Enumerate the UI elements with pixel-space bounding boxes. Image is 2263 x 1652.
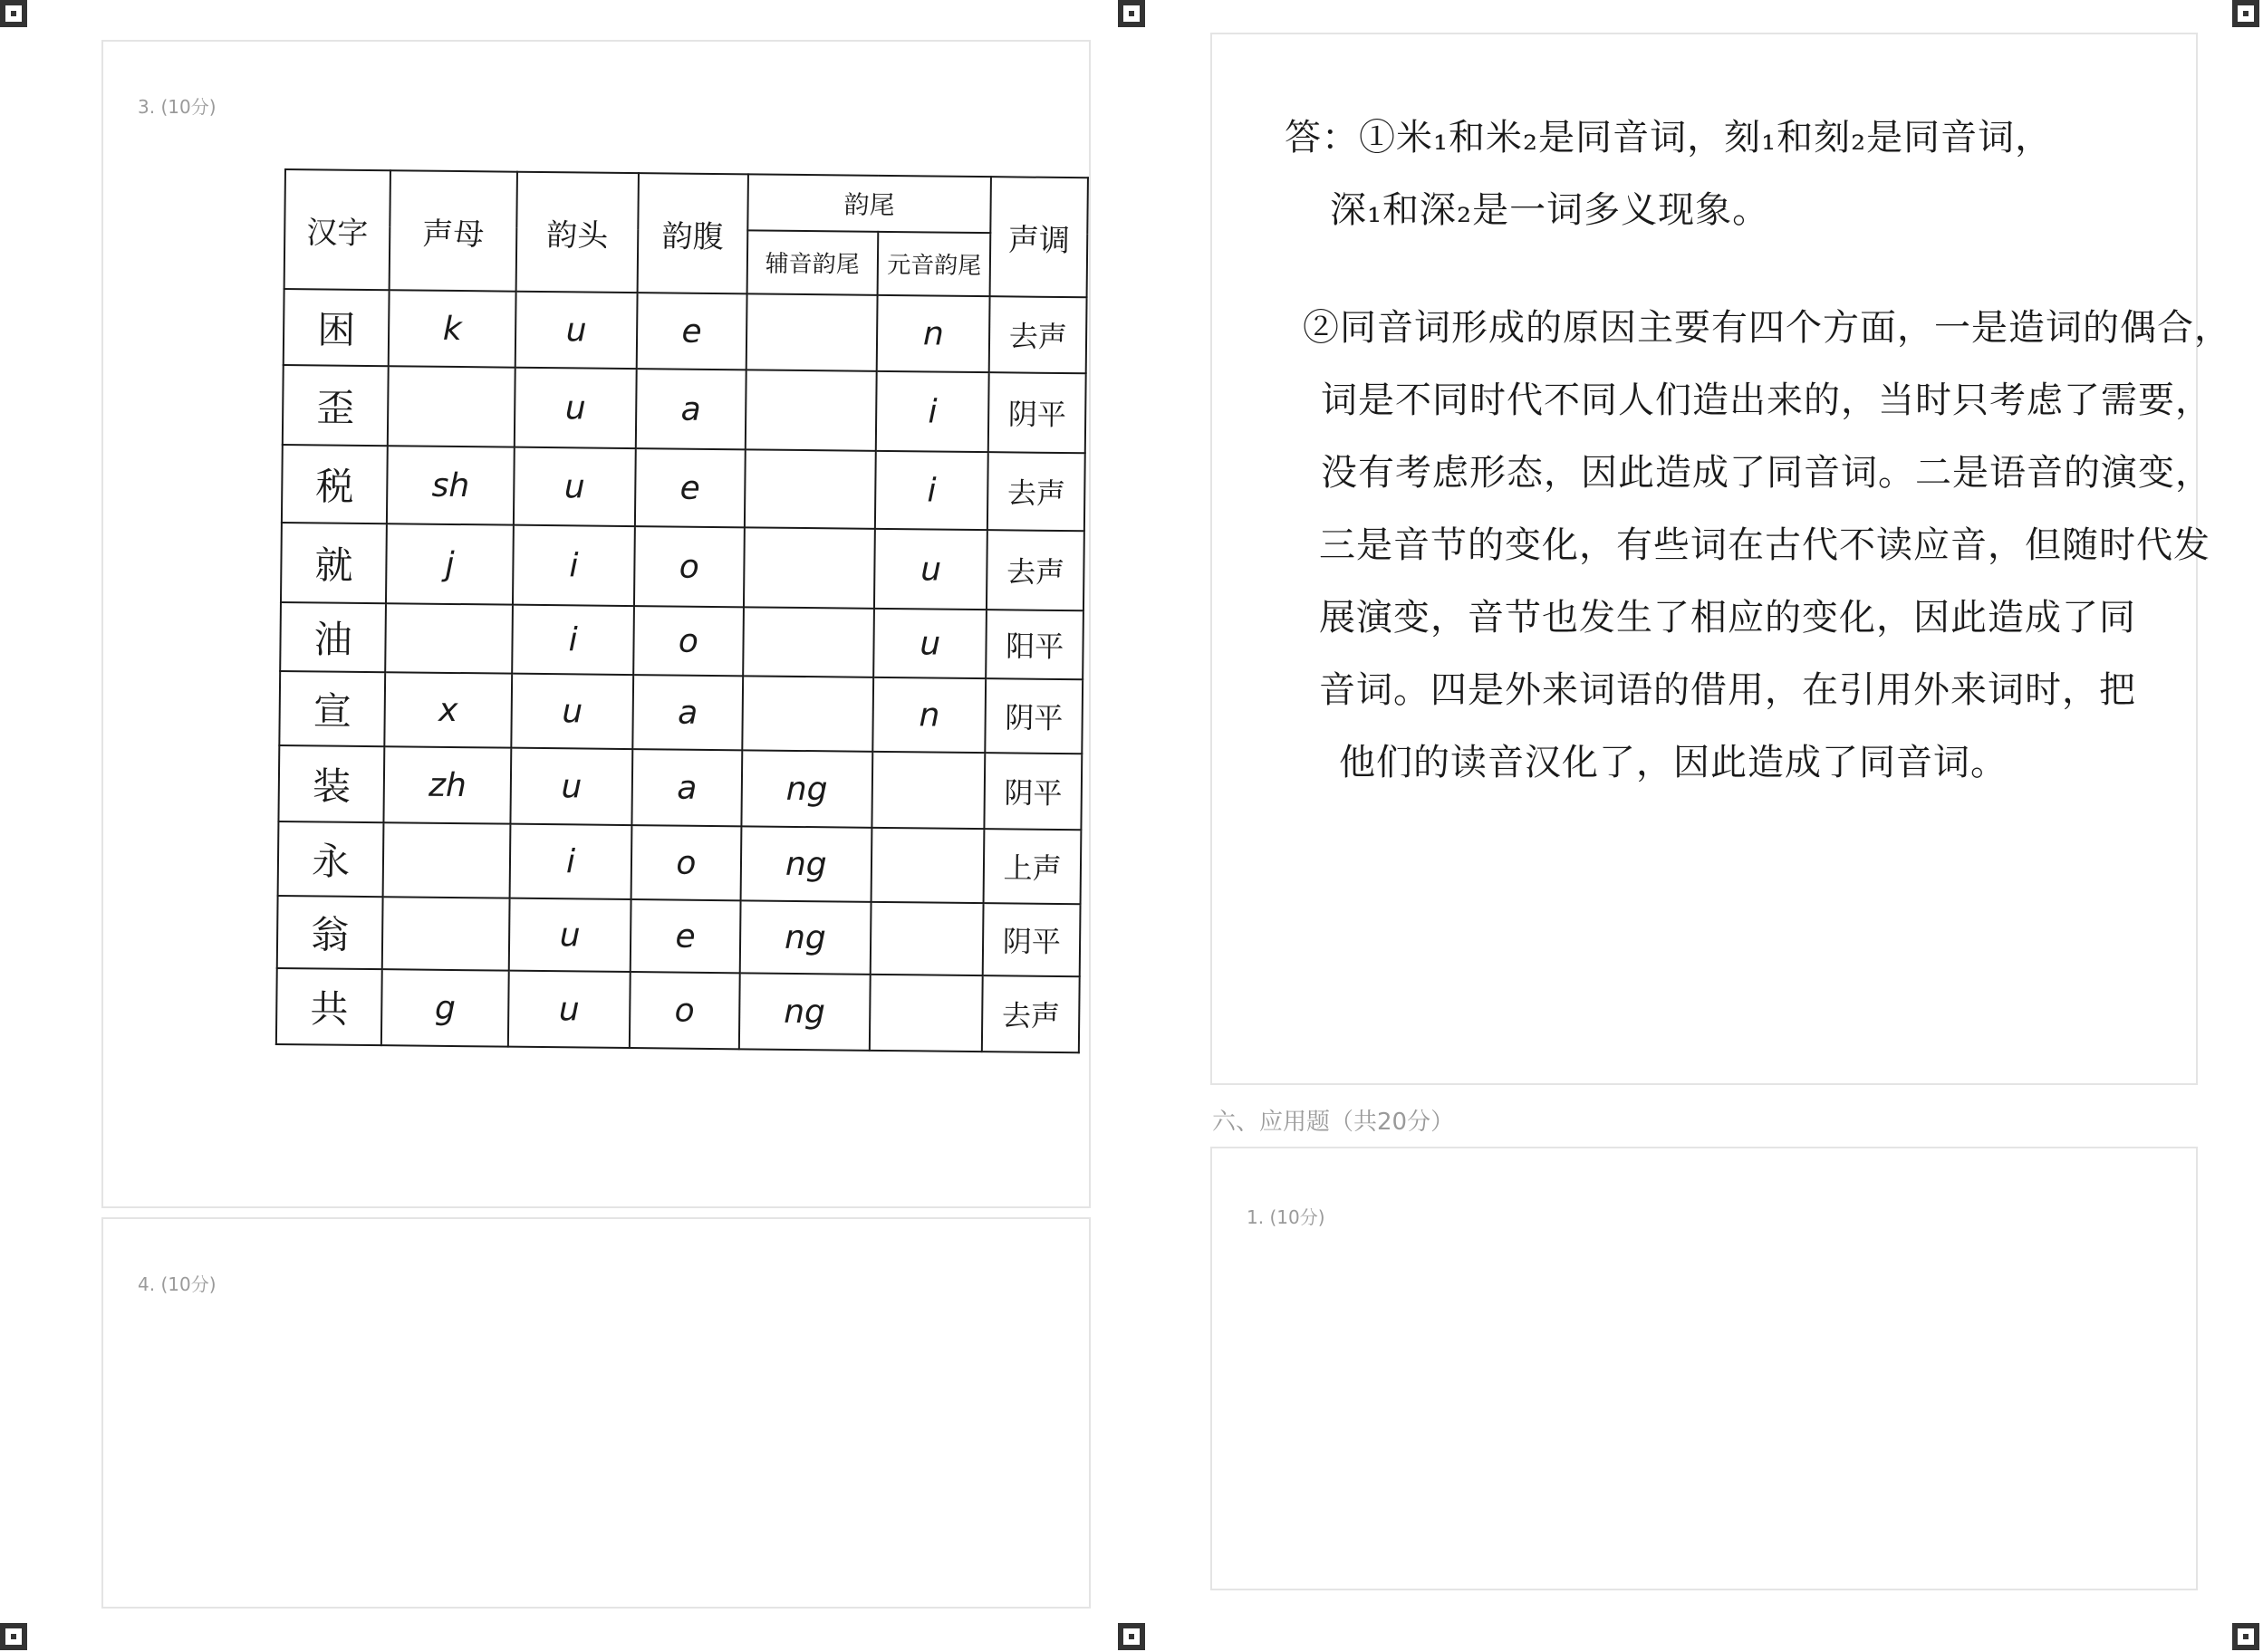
cell-consonant: ng [741,750,872,828]
answer-line: 答：①米₁和米₂是同音词，刻₁和刻₂是同音词， [1285,117,2053,158]
cell-medial: i [512,605,634,675]
cell-nucleus: e [635,448,745,527]
header-tone: 声调 [990,177,1088,297]
corner-marker-bottom-left [0,1623,27,1650]
cell-initial: g [381,969,508,1046]
corner-marker-bottom-middle [1118,1623,1145,1650]
cell-initial [383,822,510,898]
cell-medial: i [509,824,631,899]
cell-nucleus: o [630,972,739,1049]
cell-vowel: n [877,295,990,372]
cell-tone: 阴平 [986,678,1083,754]
cell-initial: j [386,523,513,604]
cell-medial: u [511,674,633,749]
cell-medial: u [508,971,631,1048]
table-row [278,821,1082,904]
header-nucleus: 韵腹 [638,173,748,293]
cell-vowel: n [872,677,986,753]
cell-initial: k [389,290,515,367]
table-row [283,365,1086,453]
corner-marker-bottom-right [2232,1623,2259,1650]
cell-nucleus: a [636,369,746,449]
cell-vowel: u [873,609,987,678]
cell-consonant [745,370,876,451]
table-row [277,896,1081,976]
cell-medial: u [509,898,631,972]
cell-medial: u [515,368,637,448]
answer-line: 没有考虑形态，因此造成了同音词。二是语音的演变， [1321,452,2212,494]
cell-nucleus: o [631,825,741,900]
cell-hanzi: 油 [280,602,386,672]
question-4-panel [101,1217,1091,1609]
cell-vowel [871,828,985,903]
answer-line: 展演变，音节也发生了相应的变化，因此造成了同 [1319,597,2136,639]
cell-initial [388,366,515,447]
answer-line: 深₁和深₂是一词多义现象。 [1330,189,1770,231]
cell-tone: 去声 [987,530,1083,610]
cell-nucleus: a [632,675,742,750]
cell-tone: 上声 [984,829,1081,904]
header-ending-consonant: 辅音韵尾 [746,230,878,295]
cell-consonant [744,527,875,609]
answer-line: 他们的读音汉化了，因此造成了同音词。 [1339,742,2008,783]
table-row [278,745,1082,830]
handwritten-phonetics-table [275,168,1089,1053]
cell-vowel: u [874,529,987,610]
section-6-title: 六、应用题（共20分） [1212,1109,1455,1136]
question-6-1-label: 1. (10分) [1247,1206,1325,1228]
cell-hanzi: 困 [284,289,390,366]
header-ending-vowel: 元音韵尾 [878,231,991,296]
cell-hanzi: 翁 [277,896,383,969]
cell-hanzi: 共 [276,968,382,1045]
cell-consonant: ng [738,973,870,1051]
corner-marker-top-middle [1118,0,1145,27]
cell-medial: u [515,292,638,369]
cell-tone: 去声 [982,975,1079,1052]
cell-initial: x [385,672,512,747]
cell-consonant [742,676,873,752]
corner-marker-top-right [2232,0,2259,27]
answer-line: 音词。四是外来词语的借用，在引用外来词时，把 [1319,669,2136,711]
question-3-panel [101,40,1091,1208]
question-4-label: 4. (10分) [138,1273,217,1295]
cell-initial [386,603,513,673]
cell-consonant [743,607,874,677]
cell-hanzi: 就 [281,523,387,603]
cell-vowel [871,752,985,829]
cell-nucleus: a [632,749,742,826]
table-row [284,289,1087,373]
question-3-label: 3. (10分) [138,96,217,118]
question-6-1-panel [1210,1147,2198,1590]
table-row [276,968,1080,1052]
cell-tone: 阴平 [988,372,1085,453]
cell-initial [382,897,509,970]
cell-consonant [744,449,875,529]
cell-vowel: i [876,371,989,452]
cell-hanzi: 税 [282,445,388,523]
cell-nucleus: o [633,606,743,676]
cell-tone: 阴平 [985,753,1082,830]
cell-consonant: ng [739,900,871,975]
cell-vowel [870,975,983,1052]
cell-hanzi: 装 [278,745,384,822]
table-row [280,602,1083,679]
cell-tone: 阴平 [983,903,1080,976]
header-hanzi: 汉字 [284,169,391,290]
cell-vowel: i [875,451,988,530]
answer-line: 三是音节的变化，有些词在古代不读应音，但随时代发 [1319,524,2210,566]
cell-tone: 阳平 [987,610,1083,679]
cell-tone: 去声 [987,452,1084,531]
answer-panel [1210,33,2231,1085]
header-initial: 声母 [390,170,517,291]
cell-medial: i [513,525,635,606]
cell-medial: u [514,447,636,526]
cell-nucleus: e [631,899,740,973]
corner-marker-top-left [0,0,27,27]
cell-consonant [746,293,877,371]
cell-consonant: ng [740,826,871,902]
header-ending: 韵尾 [747,174,992,232]
answer-line: ②同音词形成的原因主要有四个方面，一是造词的偶合， [1303,307,2231,349]
answer-line: 词是不同时代不同人们造出来的，当时只考虑了需要， [1321,379,2212,421]
cell-vowel [871,902,984,975]
cell-initial: zh [384,746,511,823]
table-row [282,445,1085,531]
cell-hanzi: 永 [278,821,384,897]
cell-nucleus: o [634,526,744,607]
cell-tone: 去声 [989,296,1086,373]
table-row [281,523,1084,610]
header-medial: 韵头 [515,172,639,293]
cell-hanzi: 宣 [279,671,385,746]
cell-nucleus: e [637,293,746,370]
table-row [279,671,1083,754]
cell-hanzi: 歪 [283,365,389,446]
cell-medial: u [510,748,632,825]
cell-initial: sh [387,446,514,524]
